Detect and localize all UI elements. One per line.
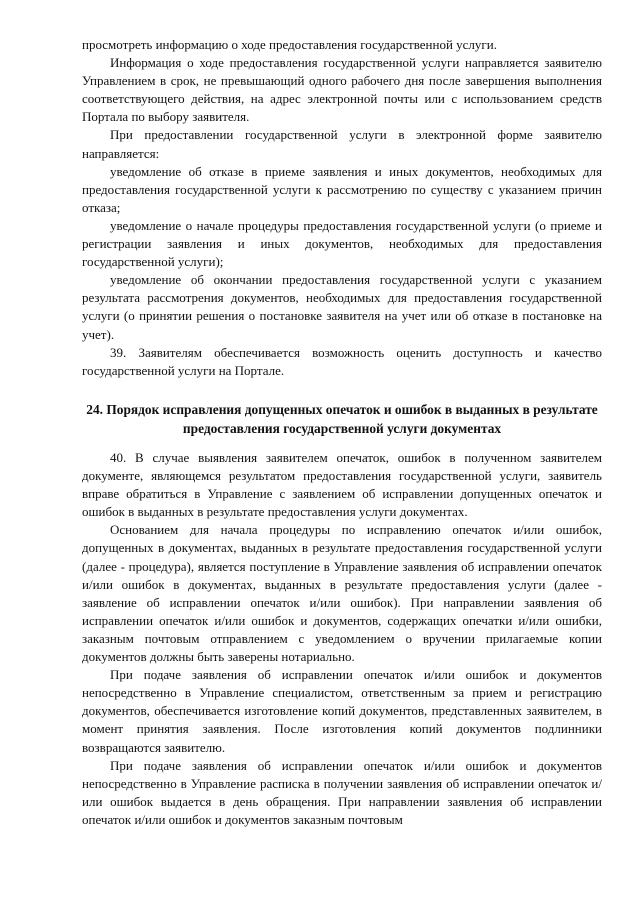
paragraph-copies: При подаче заявления об исправлении опечаток и/или ошибок и документов непосредственно в Управление специалистом, ответственным за прием и регистрацию документов, обеспечивается изготовление копий документов, представленных заявителем, в момент принятия заявления. После изготовления копий документов подлинники возвращаются заявителю. <box>82 667 602 755</box>
paragraph-receipt: При подаче заявления об исправлении опечаток и/или ошибок и документов непосредственно в Управление расписка в получении заявления об исправлении опечаток и/или ошибок выдается в день обращения. При направлении заявления об исправлении опечаток и/или ошибок и документов заказным почтовым <box>82 757 602 827</box>
paragraph-item-40: 40. В случае выявления заявителем опечаток, ошибок в полученном заявителем документе, являющемся результатом предоставления государственной услуги, заявитель вправе обратиться в Управление с заявлением об исправлении допущенных опечаток и ошибок в выданных в результате предоставления услуги документах. <box>82 450 602 520</box>
paragraph-procedure-basis: Основанием для начала процедуры по исправлению опечаток и/или ошибок, допущенных в документах, выданных в результате предоставления государственной услуги (далее - процедура), является поступление в Управление заявления об исправлении опечаток и/или ошибок в документах, выданных в результате предоставления услуги (далее - заявление об исправлении опечаток и/или ошибок). При направлении заявления об исправлении опечаток и/или ошибок и документов, содержащих опечатки и/или ошибки, заказным почтовым отправлением с уведомлением о вручении прилагаемые копии документов должны быть заверены нотариально. <box>82 522 602 665</box>
paragraph-info-sent: Информация о ходе предоставления государственной услуги направляется заявителю Управлением в срок, не превышающий одного рабочего дня после завершения выполнения соответствующего действия, на адрес электронной почты или с использованием средств Портала по выбору заявителя. <box>82 55 602 125</box>
text-block-top <box>82 36 602 380</box>
text-block-bottom <box>82 449 602 829</box>
section-heading: 24. Порядок исправления допущенных опечаток и ошибок в выданных в результате предоставления государственной услуги документах <box>86 402 598 436</box>
paragraph-electronic-form: При предоставлении государственной услуги в электронной форме заявителю направляется: <box>82 127 602 161</box>
paragraph-continuation: просмотреть информацию о ходе предоставления государственной услуги. <box>82 37 497 52</box>
paragraph-notice-refusal: уведомление об отказе в приеме заявления и иных документов, необходимых для предоставления государственной услуги к рассмотрению по существу с указанием причин отказа; <box>82 163 602 215</box>
paragraph-item-39: 39. Заявителям обеспечивается возможность оценить доступность и качество государственной услуги на Портале. <box>82 344 602 378</box>
paragraph-notice-end: уведомление об окончании предоставления государственной услуги с указанием результата рассмотрения документов, необходимых для предоставления государственной услуги (о принятии решения о постановке заявителя на учет или об отказе в постановке на учет). <box>82 272 602 342</box>
paragraph-notice-start: уведомление о начале процедуры предоставления государственной услуги (о приеме и регистрации заявления и иных документов, необходимых для предоставления государственной услуги); <box>82 217 602 270</box>
